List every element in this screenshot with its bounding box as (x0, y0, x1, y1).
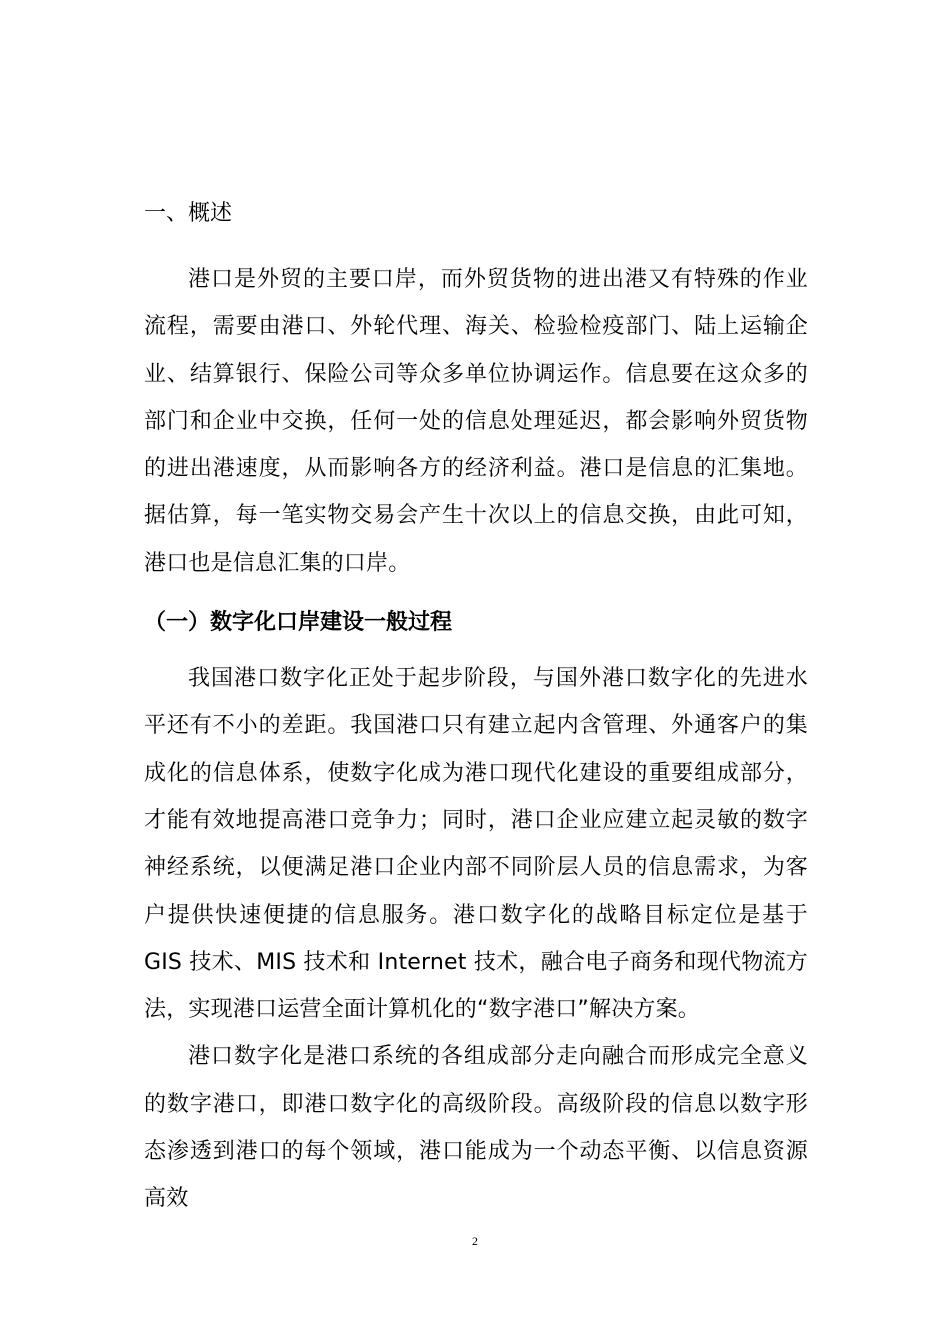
page-content (144, 190, 808, 1223)
body-paragraph: 港口数字化是港口系统的各组成部分走向融合而形成完全意义的数字港口，即港口数字化的高级阶段。高级阶段的信息以数字形态渗透到港口的每个领域，港口能成为一个动态平衡、以信息资源高效 (144, 1044, 808, 1212)
section-heading: 一、概述 (144, 201, 233, 226)
page-number: 2 (472, 1234, 478, 1248)
intro-paragraph: 港口是外贸的主要口岸，而外贸货物的进出港又有特殊的作业流程，需要由港口、外轮代理、海关、检验检疫部门、陆上运输企业、结算银行、保险公司等众多单位协调运作。信息要在这众多的部门和企业中交换，任何一处的信息处理延迟，都会影响外贸货物的进出港速度，从而影响各方的经济利益。港口是信息的汇集地。据估算，每一笔实物交易会产生十次以上的信息交换，由此可知，港口也是信息汇集的口岸。 (144, 267, 808, 576)
subsection-heading: （一）数字化口岸建设一般过程 (144, 610, 453, 636)
body-paragraph: 我国港口数字化正处于起步阶段，与国外港口数字化的先进水平还有不小的差距。我国港口只有建立起内含管理、外通客户的集成化的信息体系，使数字化成为港口现代化建设的重要组成部分，才能有效地提高港口竞争力；同时，港口企业应建立起灵敏的数字神经系统，以便满足港口企业内部不同阶层人员的信息需求，为客户提供快速便捷的信息服务。港口数字化的战略目标定位是基于 GIS 技术、MIS 技术和 Internet 技术，融合电子商务和现代物流方法，实现港口运营全面计算机化的“数字港口”解决方案。 (144, 666, 808, 1023)
